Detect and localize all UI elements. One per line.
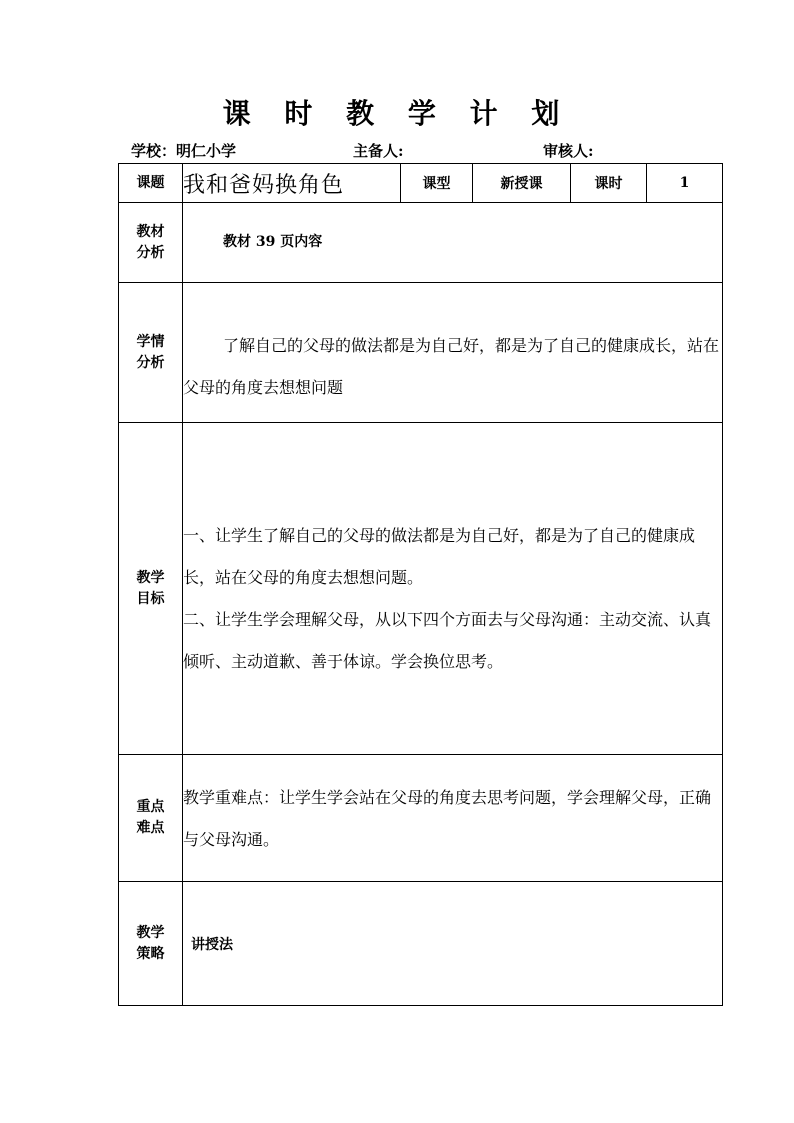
page-title: 课 时 教 学 计 划 bbox=[222, 97, 572, 130]
strategy-text: 讲授法 bbox=[191, 936, 233, 953]
type-value: 新授课 bbox=[473, 164, 571, 203]
objectives-item-2: 二、让学生学会理解父母，从以下四个方面去与父母沟通：主动交流、认真倾听、主动道歉、善于体谅。学会换位思考。 bbox=[183, 610, 712, 671]
objectives-label-line1: 教学 bbox=[136, 569, 165, 586]
key-points-text: 教学重难点：让学生学会站在父母的角度去思考问题，学会理解父母，正确与父母沟通。 bbox=[183, 788, 712, 849]
key-points-label-line1: 重点 bbox=[136, 799, 165, 815]
school-field bbox=[131, 140, 236, 161]
objectives-row bbox=[119, 423, 723, 755]
strategy-row bbox=[119, 882, 723, 1006]
topic-row bbox=[119, 164, 723, 203]
materials-label bbox=[119, 203, 183, 283]
topic-label: 课题 bbox=[119, 164, 183, 203]
objectives-label-line2: 目标 bbox=[136, 590, 165, 607]
learners-row bbox=[119, 283, 723, 423]
type-label: 课型 bbox=[401, 164, 473, 203]
materials-label-line2: 分析 bbox=[136, 244, 165, 261]
preparer-field: 主备人: bbox=[353, 142, 404, 160]
learners-label bbox=[119, 283, 183, 423]
learners-content bbox=[183, 283, 723, 423]
learners-label-line1: 学情 bbox=[136, 333, 165, 350]
topic-value: 我和爸妈换角色 bbox=[183, 164, 401, 203]
learners-text: 了解自己的父母的做法都是为自己好，都是为了自己的健康成长，站在父母的角度去想想问题 bbox=[183, 335, 720, 397]
hours-value: 1 bbox=[647, 164, 723, 203]
strategy-label-line1: 教学 bbox=[136, 924, 165, 941]
learners-label-line2: 分析 bbox=[136, 354, 165, 371]
key-points-content bbox=[183, 755, 723, 882]
school-value: 明仁小学 bbox=[176, 142, 237, 160]
materials-label-line1: 教材 bbox=[136, 223, 165, 240]
strategy-label-line2: 策略 bbox=[136, 945, 165, 962]
key-points-label-line2: 难点 bbox=[136, 820, 165, 836]
strategy-label bbox=[119, 882, 183, 1006]
key-points-row bbox=[119, 755, 723, 882]
hours-label: 课时 bbox=[571, 164, 647, 203]
strategy-content bbox=[183, 882, 723, 1006]
objectives-item-1: 一、让学生了解自己的父母的做法都是为自己好，都是为了自己的健康成长，站在父母的角度去想想问题。 bbox=[183, 526, 696, 587]
materials-text: 教材 39 页内容 bbox=[223, 234, 323, 250]
objectives-label bbox=[119, 423, 183, 755]
objectives-content bbox=[183, 423, 723, 755]
lesson-plan-table bbox=[118, 163, 723, 1006]
materials-row bbox=[119, 203, 723, 283]
materials-content bbox=[183, 203, 723, 283]
reviewer-field: 审核人: bbox=[543, 142, 594, 160]
school-label: 学校： bbox=[131, 142, 177, 160]
key-points-label bbox=[119, 755, 183, 882]
